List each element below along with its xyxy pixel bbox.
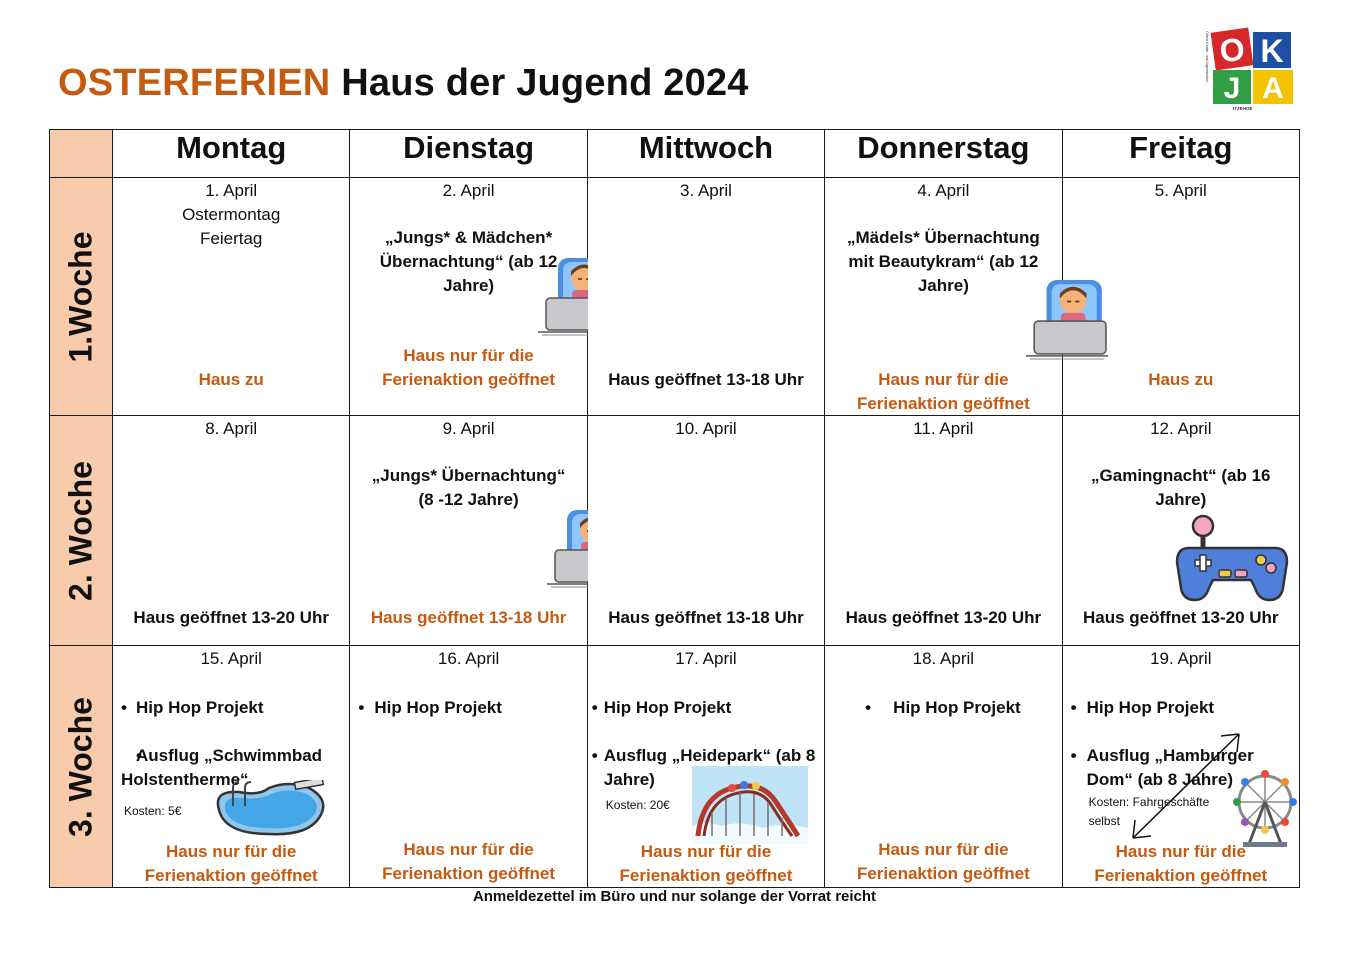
status-text: Haus nur für die Ferienaktion geöffnet [619, 842, 793, 885]
list-item: • Hip Hop Projekt [358, 696, 580, 720]
day-cell-april-17 [587, 646, 824, 888]
date-label: 12. April [1150, 419, 1212, 438]
status-text: Haus zu [198, 370, 264, 389]
day-cell-april-10 [587, 416, 824, 646]
event-title: „Jungs* Übernachtung“ (8 -12 Jahre) [371, 466, 566, 509]
status-text: Haus geöffnet 13-20 Uhr [133, 608, 329, 627]
logo-letter-j: J [1223, 72, 1241, 105]
date-label: 4. April [917, 181, 970, 200]
status-text: Haus nur für die Ferienaktion geöffnet [856, 370, 1030, 413]
list-item: • Hip Hop Projekt [121, 696, 343, 720]
holiday-note: Feiertag [200, 229, 263, 248]
list-item: • Hip Hop Projekt [865, 696, 1057, 720]
status-text: Haus geöffnet 13-20 Uhr [1083, 608, 1279, 627]
schedule-table [49, 129, 1300, 888]
okja-logo [1203, 26, 1299, 112]
logo-letter-a: A [1262, 72, 1284, 105]
status-text: Haus nur für die Ferienaktion geöffnet [382, 346, 556, 389]
week-label: 1.Woche [62, 231, 99, 362]
sleeping-person-icon [1023, 278, 1111, 360]
day-cell-april-18 [825, 646, 1062, 888]
header-row [50, 130, 1300, 178]
event-title: „Jungs* & Mädchen* Übernachtung“ (ab 12 Jahre) [379, 228, 558, 295]
list-item: • Ausflug „Schwimmbad Holstentherme“ [121, 744, 343, 792]
cost-note: Kosten: Fahrgeschäfte selbst [1088, 795, 1210, 828]
logo-side-text: Offene Kinder- und Jugendarbeit [1205, 31, 1209, 82]
status-text: Haus nur für die Ferienaktion geöffnet [144, 842, 318, 885]
date-label: 1. April [205, 181, 258, 200]
list-item: • Ausflug „Heidepark“ (ab 8 Jahre) [592, 744, 818, 792]
event-title: „Mädels* Übernachtung mit Beautykram“ (ab 12 Jahre) [847, 228, 1040, 295]
week-label: 3. Woche [62, 696, 99, 837]
date-label: 16. April [437, 649, 500, 668]
day-header-friday: Freitag [1062, 130, 1299, 178]
activity-list [865, 696, 1057, 744]
page-title [58, 62, 749, 105]
day-cell-april-2 [350, 178, 587, 416]
arrow-annotation-icon [1125, 730, 1241, 850]
status-text: Haus nur für die Ferienaktion geöffnet [1094, 842, 1268, 885]
corner-cell [50, 130, 113, 178]
date-label: 3. April [679, 181, 732, 200]
date-label: 2. April [442, 181, 495, 200]
status-text: Haus geöffnet 13-18 Uhr [370, 608, 567, 627]
list-item: • Ausflug „Hamburger Dom“ (ab 8 Jahre) [1071, 744, 1259, 792]
title-accent: OSTERFERIEN [58, 62, 331, 104]
list-item: • Hip Hop Projekt [1071, 696, 1259, 720]
pool-icon [209, 780, 329, 838]
date-label: 19. April [1150, 649, 1212, 668]
status-text: Haus geöffnet 13-20 Uhr [845, 608, 1042, 627]
day-cell-april-16 [350, 646, 587, 888]
week-label-cell-3 [50, 646, 113, 888]
footnote: Anmeldezettel im Büro und nur solange der Vorrat reicht [472, 888, 877, 905]
cost-note: Kosten: 20€ [605, 798, 670, 812]
status-text: Haus geöffnet 13-18 Uhr [608, 370, 804, 389]
rollercoaster-icon [692, 766, 808, 844]
date-label: 17. April [675, 649, 737, 668]
logo-city: ITZEHOE [1233, 106, 1253, 111]
day-header-thursday: Donnerstag [825, 130, 1062, 178]
cost-note: Kosten: 5€ [124, 804, 182, 818]
day-cell-april-9 [350, 416, 587, 646]
day-cell-april-5 [1062, 178, 1299, 416]
day-header-tuesday: Dienstag [350, 130, 587, 178]
day-cell-april-15 [113, 646, 350, 888]
status-text: Haus zu [1148, 370, 1214, 389]
week-label-cell-1 [50, 178, 113, 416]
date-label: 15. April [200, 649, 262, 668]
date-label: 5. April [1154, 181, 1207, 200]
date-label: 11. April [913, 419, 974, 438]
day-cell-april-1 [113, 178, 350, 416]
week-label-cell-2 [50, 416, 113, 646]
holiday-name: Ostermontag [182, 205, 281, 224]
gamepad-icon [1175, 514, 1289, 604]
ferris-wheel-icon [1233, 770, 1297, 848]
logo-letter-k: K [1260, 33, 1284, 69]
date-label: 9. April [442, 419, 495, 438]
day-cell-april-12 [1062, 416, 1299, 646]
date-label: 10. April [675, 419, 737, 438]
day-header-monday: Montag [113, 130, 350, 178]
day-cell-april-8 [113, 416, 350, 646]
logo-letter-o: O [1217, 30, 1247, 70]
status-text: Haus nur für die Ferienaktion geöffnet [856, 840, 1030, 883]
week-row-3 [50, 646, 1300, 888]
event-title: „Gamingnacht“ (ab 16 Jahre) [1091, 466, 1271, 509]
date-label: 8. April [205, 419, 258, 438]
title-rest: Haus der Jugend 2024 [341, 62, 749, 104]
day-cell-april-19 [1062, 646, 1299, 888]
list-item: • Hip Hop Projekt [592, 696, 818, 720]
day-header-wednesday: Mittwoch [587, 130, 824, 178]
status-text: Haus nur für die Ferienaktion geöffnet [382, 840, 556, 883]
status-text: Haus geöffnet 13-18 Uhr [608, 608, 804, 627]
week-row-1 [50, 178, 1300, 416]
day-cell-april-11 [825, 416, 1062, 646]
week-label: 2. Woche [62, 460, 99, 601]
date-label: 18. April [912, 649, 975, 668]
activity-list [358, 696, 580, 744]
day-cell-april-3 [587, 178, 824, 416]
week-row-2 [50, 416, 1300, 646]
